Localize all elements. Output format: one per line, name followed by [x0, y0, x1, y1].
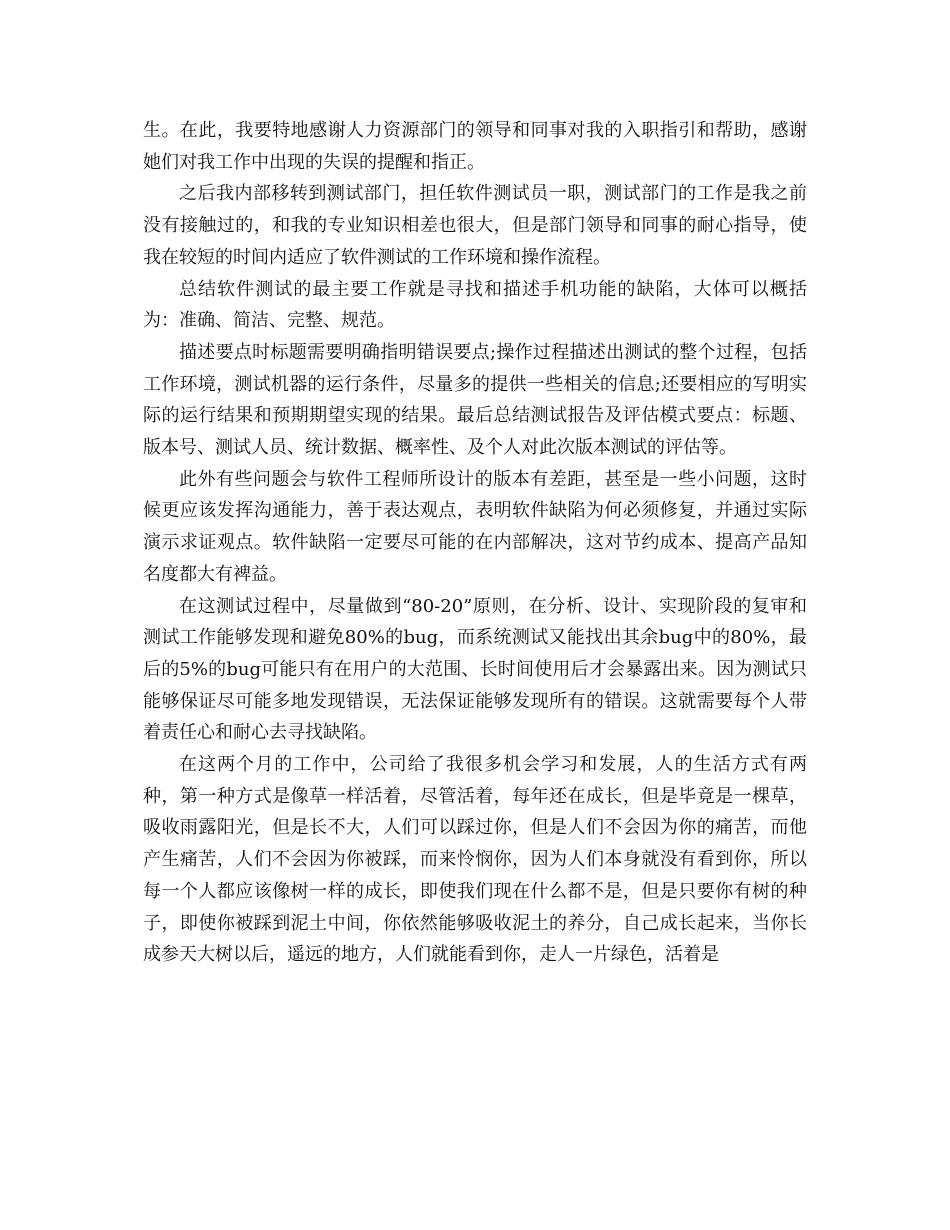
paragraph-testing-summary: 总结软件测试的最主要工作就是寻找和描述手机功能的缺陷，大体可以概括为：准确、简洁、完整、规范。 [143, 278, 807, 332]
document-body [143, 115, 807, 971]
paragraph-growth-reflection: 在这两个月的工作中，公司给了我很多机会学习和发展，人的生活方式有两种，第一种方式是像草一样活着，尽管活着，每年还在成长，但是毕竟是一棵草，吸收雨露阳光，但是长不大，人们可以踩过你，但是人们不会因为你的痛苦，而他产生痛苦，人们不会因为你被踩，而来怜悯你，因为人们本身就没有看到你，所以每一个人都应该像树一样的成长，即使我们现在什么都不是，但是只要你有树的种子，即使你被踩到泥土中间，你依然能够吸收泥土的养分，自己成长起来，当你长成参天大树以后，遥远的地方，人们就能看到你，走人一片绿色，活着是 [143, 754, 807, 966]
paragraph-description-points: 描述要点时标题需要明确指明错误要点;操作过程描述出测试的整个过程，包括工作环境，测试机器的运行条件，尽量多的提供一些相关的信息;还要相应的写明实际的运行结果和预期期望实现的结果。最后总结测试报告及评估模式要点：标题、版本号、测试人员、统计数据、概率性、及个人对此次版本测试的评估等。 [143, 341, 807, 459]
paragraph-80-20-principle: 在这测试过程中，尽量做到“80-20”原则，在分析、设计、实现阶段的复审和测试工作能够发现和避免80%的bug，而系统测试又能找出其余bug中的80%，最后的5%的bug可能只有在用户的大范围、长时间使用后才会暴露出来。因为测试只能够保证尽可能多地发现错误，无法保证能够发现所有的错误。这就需要每个人带着责任心和耐心去寻找缺陷。 [143, 595, 807, 744]
paragraph-continued: 生。在此，我要特地感谢人力资源部门的领导和同事对我的入职指引和帮助，感谢她们对我工作中出现的失误的提醒和指正。 [143, 120, 807, 173]
paragraph-transfer-to-testing: 之后我内部移转到测试部门，担任软件测试员一职，测试部门的工作是我之前没有接触过的，和我的专业知识相差也很大，但是部门领导和同事的耐心指导，使我在较短的时间内适应了软件测试的工作环境和操作流程。 [143, 183, 807, 268]
paragraph-communication: 此外有些问题会与软件工程师所设计的版本有差距，甚至是一些小问题，这时候更应该发挥沟通能力，善于表达观点，表明软件缺陷为何必须修复，并通过实际演示求证观点。软件缺陷一定要尽可能的在内部解决，这对节约成本、提高产品知名度都大有裨益。 [143, 468, 807, 585]
